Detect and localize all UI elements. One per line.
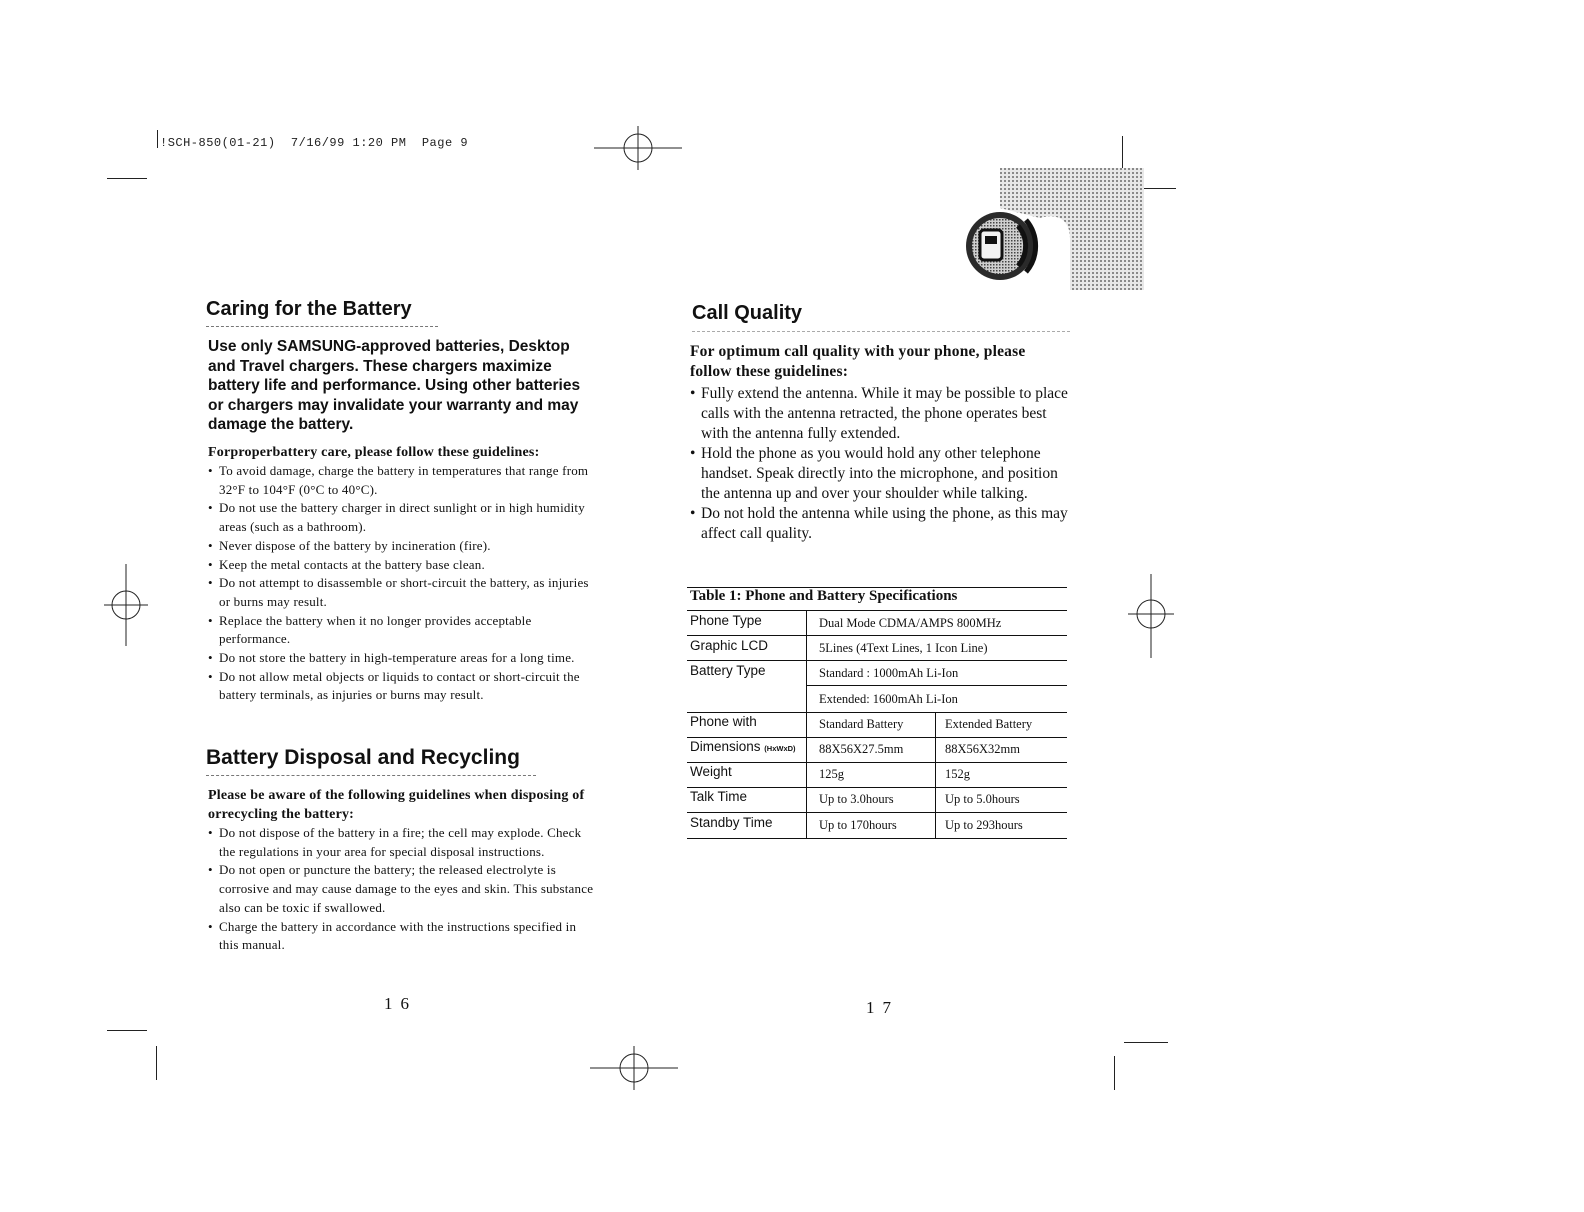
table-row-label-phone-with: Phone with — [690, 714, 757, 729]
list-item: • Replace the battery when it no longer provides acceptable performance. — [208, 612, 592, 649]
list-item: • Never dispose of the battery by incineration (fire). — [208, 537, 592, 556]
crop-mark-top-left — [107, 178, 147, 179]
page-number-right: 17 — [866, 998, 899, 1017]
registration-mark-icon — [104, 564, 148, 646]
table-cell: Extended Battery — [945, 717, 1033, 731]
registration-mark-icon — [1128, 574, 1174, 658]
table-cell: 125g — [819, 767, 844, 781]
disposal-bullet-list — [208, 824, 598, 955]
table-cell: 152g — [945, 767, 970, 781]
dimensions-label: Dimensions — [690, 739, 761, 754]
caring-intro: Use only SAMSUNG-approved batteries, Desktop and Travel chargers. These chargers maximize battery life and performance. Using other batteries or chargers may invalidate your warranty and may damage the battery. — [208, 338, 581, 433]
list-item: • Keep the metal contacts at the battery base clean. — [208, 556, 592, 575]
table-rule — [687, 610, 1067, 611]
title-underline — [206, 775, 536, 776]
table-cell: Extended: 1600mAh Li-Ion — [819, 692, 958, 706]
slug-tick — [157, 130, 158, 148]
title-underline — [692, 331, 1070, 332]
table-rule — [687, 737, 1067, 738]
table-rule — [687, 635, 1067, 636]
call-quality-bullet-list — [690, 384, 1072, 544]
table-cell: Up to 3.0hours — [819, 792, 894, 806]
disposal-subhead: Please be aware of the following guidelines when disposing of orrecycling the battery: — [208, 788, 585, 822]
registration-mark-icon — [590, 1046, 678, 1092]
list-item: • Do not open or puncture the battery; the released electrolyte is corrosive and may cause damage to the eyes and skin. This substance also can be toxic if swallowed. — [208, 861, 598, 917]
title-initial: B — [206, 746, 222, 769]
crop-mark-bottom-left-v — [156, 1046, 157, 1080]
list-item: • Do not hold the antenna while using the phone, as this may affect call quality. — [690, 504, 1072, 544]
title-rest: aring for the Battery — [220, 298, 412, 320]
list-item: • Charge the battery in accordance with the instructions specified in this manual. — [208, 918, 598, 955]
table-row-label-talk-time: Talk Time — [690, 789, 748, 804]
table-cell: Standard : 1000mAh Li-Ion — [819, 666, 959, 680]
table-cell: 88X56X27.5mm — [819, 742, 904, 756]
table-cell: 5Lines (4Text Lines, 1 Icon Line) — [819, 641, 988, 655]
section-title-disposal — [206, 746, 520, 770]
table-cell: 88X56X32mm — [945, 742, 1020, 756]
table-rule — [687, 787, 1067, 788]
table-title: Table 1: Phone and Battery Specifications — [690, 588, 958, 604]
table-row-label-dimensions — [690, 739, 796, 754]
title-rest: all Quality — [706, 302, 803, 324]
list-item: • Do not attempt to disassemble or short-circuit the battery, as injuries or burns may result. — [208, 574, 592, 611]
table-cell: Standard Battery — [819, 717, 904, 731]
section-title-caring — [206, 298, 412, 321]
title-underline — [206, 326, 438, 327]
crop-mark-bottom-right-v — [1114, 1056, 1115, 1090]
dimensions-unit: (HxWxD) — [764, 744, 796, 753]
caring-bullet-list — [208, 462, 592, 705]
table-cell: Up to 170hours — [819, 818, 897, 832]
list-item: • Do not use the battery charger in direct sunlight or in high humidity areas (such as a bathroom). — [208, 499, 592, 536]
title-initial: C — [206, 298, 221, 320]
section-title-call-quality — [692, 302, 802, 325]
table-rule — [687, 812, 1067, 813]
table-row-label-graphic-lcd: Graphic LCD — [690, 638, 769, 653]
list-item: • To avoid damage, charge the battery in temperatures that range from 32°F to 104°F (0°C to 40°C). — [208, 462, 592, 499]
table-rule — [687, 660, 1067, 661]
table-row-label-standby-time: Standby Time — [690, 815, 773, 830]
table-cell: Dual Mode CDMA/AMPS 800MHz — [819, 616, 1002, 630]
table-cell: Up to 5.0hours — [945, 792, 1020, 806]
table-cell: Up to 293hours — [945, 818, 1023, 832]
page-number-left: 16 — [384, 994, 417, 1013]
table-row-label-battery-type: Battery Type — [690, 663, 766, 678]
caring-subhead: Forproperbattery care, please follow these guidelines: — [208, 445, 540, 460]
table-row-label-weight: Weight — [690, 764, 732, 779]
table-column-divider — [806, 610, 807, 838]
table-column-divider — [935, 712, 936, 838]
list-item: • Hold the phone as you would hold any other telephone handset. Speak directly into the microphone, and position the antenna up and over your shoulder while talking. — [690, 444, 1072, 504]
list-item: • Do not store the battery in high-temperature areas for a long time. — [208, 649, 592, 668]
call-quality-subhead: For optimum call quality with your phone, please follow these guidelines: — [690, 343, 1026, 380]
title-rest: attery Disposal and Recycling — [221, 746, 520, 769]
list-item: • Fully extend the antenna. While it may be possible to place calls with the antenna retracted, the phone operates best with the antenna fully extended. — [690, 384, 1072, 444]
table-row-label-phone-type: Phone Type — [690, 613, 762, 628]
table-rule — [687, 712, 1067, 713]
crop-mark-bottom-left-h — [107, 1030, 147, 1031]
crop-mark-bottom-right-h — [1124, 1042, 1168, 1043]
table-rule — [687, 762, 1067, 763]
title-initial: C — [692, 302, 707, 324]
table-rule — [807, 685, 1067, 686]
list-item: • Do not allow metal objects or liquids to contact or short-circuit the battery terminals, as injuries or burns may result. — [208, 668, 592, 705]
registration-mark-icon — [594, 126, 682, 172]
printer-slug: !SCH-850(01-21) 7/16/99 1:20 PM Page 9 — [160, 136, 469, 150]
phone-signal-icon — [960, 168, 1144, 290]
table-bottom-rule — [687, 838, 1067, 839]
list-item: • Do not dispose of the battery in a fire; the cell may explode. Check the regulations in your area for special disposal instructions. — [208, 824, 598, 861]
